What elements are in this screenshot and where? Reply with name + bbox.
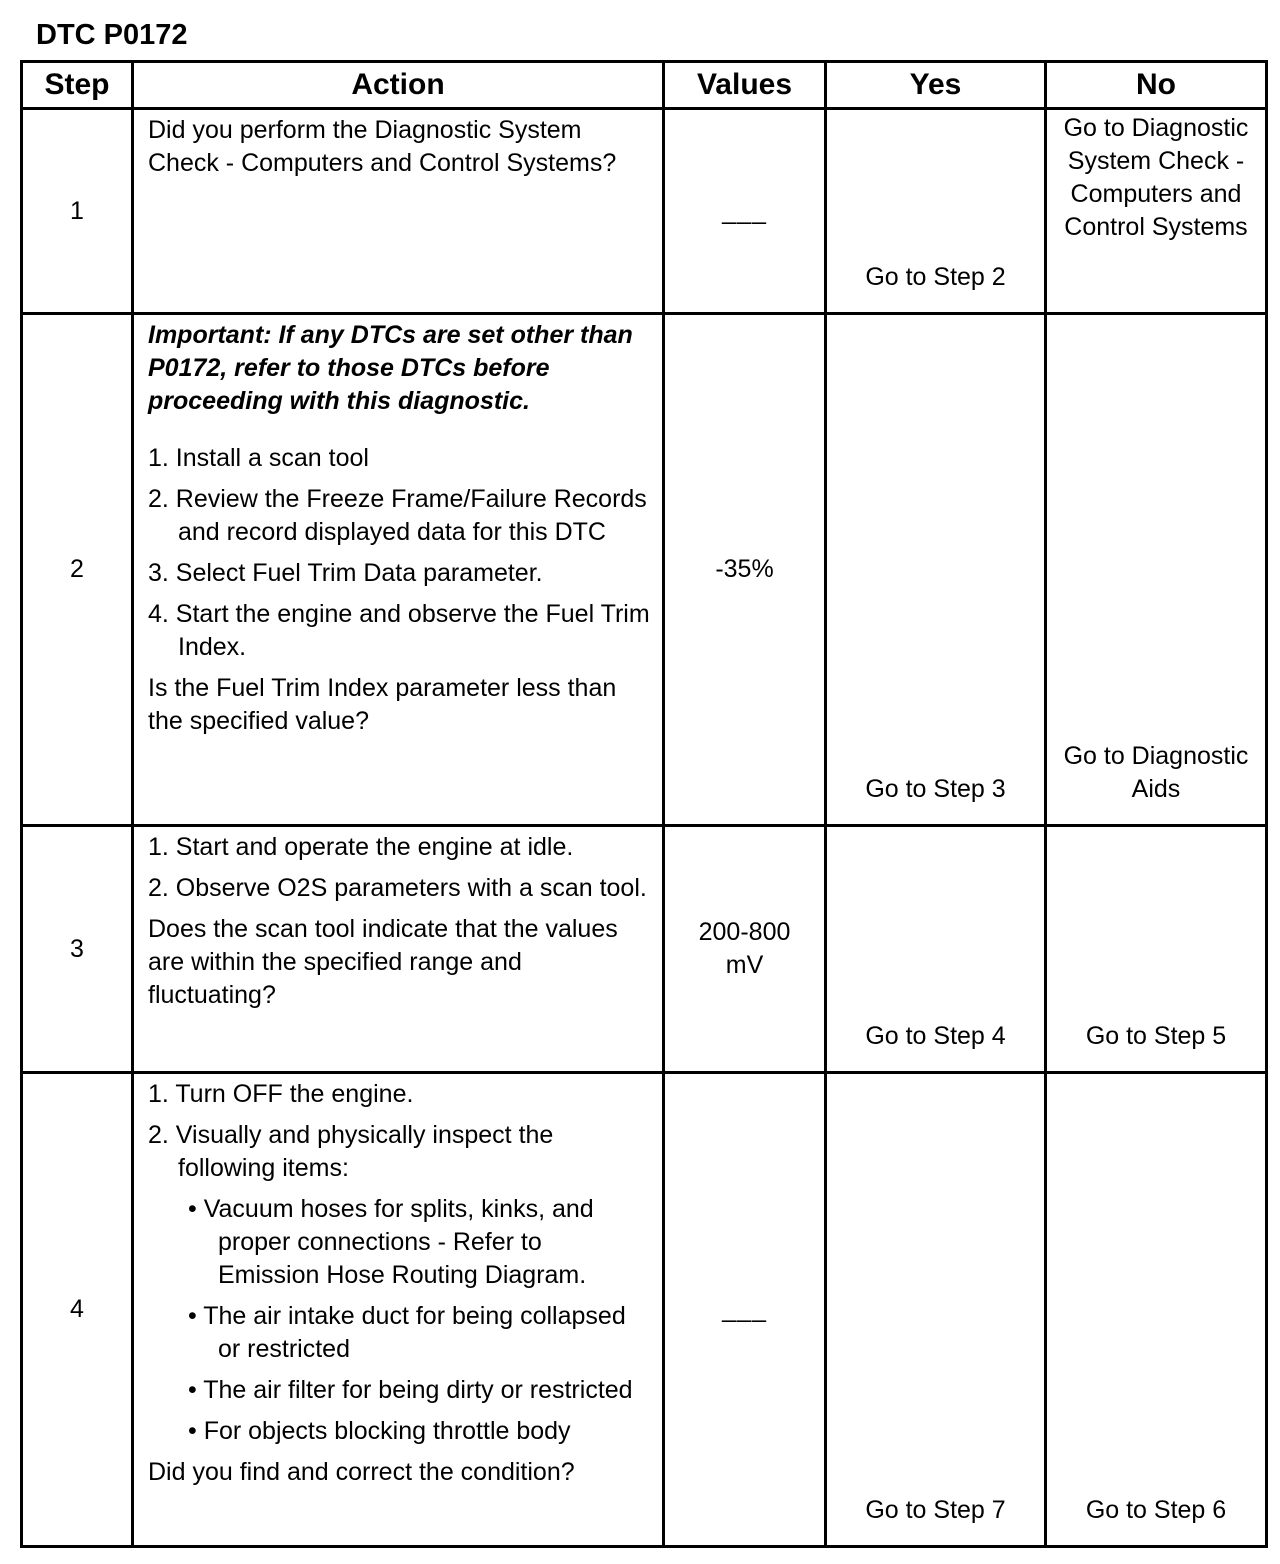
value-text: ___ [722, 196, 767, 225]
bullet-item: • The air intake duct for being collapsed or restricted [188, 1302, 626, 1363]
values-cell [664, 826, 826, 1073]
question-text: Does the scan tool indicate that the values are within the specified range and fluctuating? [148, 915, 618, 1009]
list-item: 2. Visually and physically inspect the following items: [148, 1121, 554, 1182]
list-item: 1. Install a scan tool [148, 444, 369, 472]
no-cell [1046, 1073, 1267, 1547]
values-cell [664, 109, 826, 314]
yes-text: Go to Step 4 [865, 1022, 1006, 1050]
action-cell [133, 314, 664, 826]
no-cell [1046, 314, 1267, 826]
action-cell [133, 1073, 664, 1547]
no-text: Go to Step 6 [1085, 1496, 1227, 1524]
values-cell [664, 314, 826, 826]
no-cell [1046, 109, 1267, 314]
header-no: No [1046, 62, 1267, 109]
yes-cell [826, 314, 1046, 826]
important-note: Important: If any DTCs are set other than P0172, refer to those DTCs before proceeding with this diagnostic. [148, 321, 633, 415]
action-text: Did you perform the Diagnostic System Check - Computers and Control Systems? [148, 116, 617, 177]
list-item: 2. Observe O2S parameters with a scan tool. [148, 874, 647, 902]
table-row [22, 314, 1267, 826]
no-text: Go to Diagnostic Aids [1063, 742, 1249, 803]
header-values: Values [664, 62, 826, 109]
list-item: 2. Review the Freeze Frame/Failure Records and record displayed data for this DTC [148, 485, 647, 546]
question-text: Is the Fuel Trim Index parameter less than the specified value? [148, 674, 617, 735]
bullet-item: • For objects blocking throttle body [188, 1417, 571, 1445]
header-yes: Yes [826, 62, 1046, 109]
yes-text: Go to Step 2 [865, 263, 1006, 291]
no-text: Go to Step 5 [1085, 1022, 1227, 1050]
step-number: 1 [22, 109, 133, 314]
header-row [22, 62, 1267, 109]
action-cell [133, 826, 664, 1073]
bullet-item: • Vacuum hoses for splits, kinks, and proper connections - Refer to Emission Hose Routing Diagram. [188, 1195, 594, 1289]
step-number: 3 [22, 826, 133, 1073]
yes-cell [826, 1073, 1046, 1547]
table-row [22, 1073, 1267, 1547]
yes-cell [826, 826, 1046, 1073]
value-text: ___ [722, 1295, 767, 1323]
yes-text: Go to Step 7 [865, 1496, 1006, 1524]
list-item: 3. Select Fuel Trim Data parameter. [148, 559, 543, 587]
question-text: Did you find and correct the condition? [148, 1458, 575, 1486]
step-number: 2 [22, 314, 133, 826]
list-item: 4. Start the engine and observe the Fuel Trim Index. [148, 600, 650, 661]
value-text: 200-800 mV [698, 918, 791, 979]
no-cell [1046, 826, 1267, 1073]
action-cell [133, 109, 664, 314]
table-row [22, 826, 1267, 1073]
list-item: 1. Start and operate the engine at idle. [148, 833, 574, 861]
yes-text: Go to Step 3 [865, 775, 1006, 803]
step-number: 4 [22, 1073, 133, 1547]
header-action: Action [133, 62, 664, 109]
value-text: -35% [715, 555, 774, 583]
page-title: DTC P0172 [36, 19, 188, 51]
header-step: Step [22, 62, 133, 109]
values-cell [664, 1073, 826, 1547]
yes-cell [826, 109, 1046, 314]
table-row [22, 109, 1267, 314]
diagnostic-table [20, 60, 1268, 1548]
bullet-item: • The air filter for being dirty or restricted [188, 1376, 633, 1404]
no-text: Go to Diagnostic System Check - Computers and Control Systems [1063, 114, 1249, 241]
list-item: 1. Turn OFF the engine. [148, 1080, 414, 1108]
